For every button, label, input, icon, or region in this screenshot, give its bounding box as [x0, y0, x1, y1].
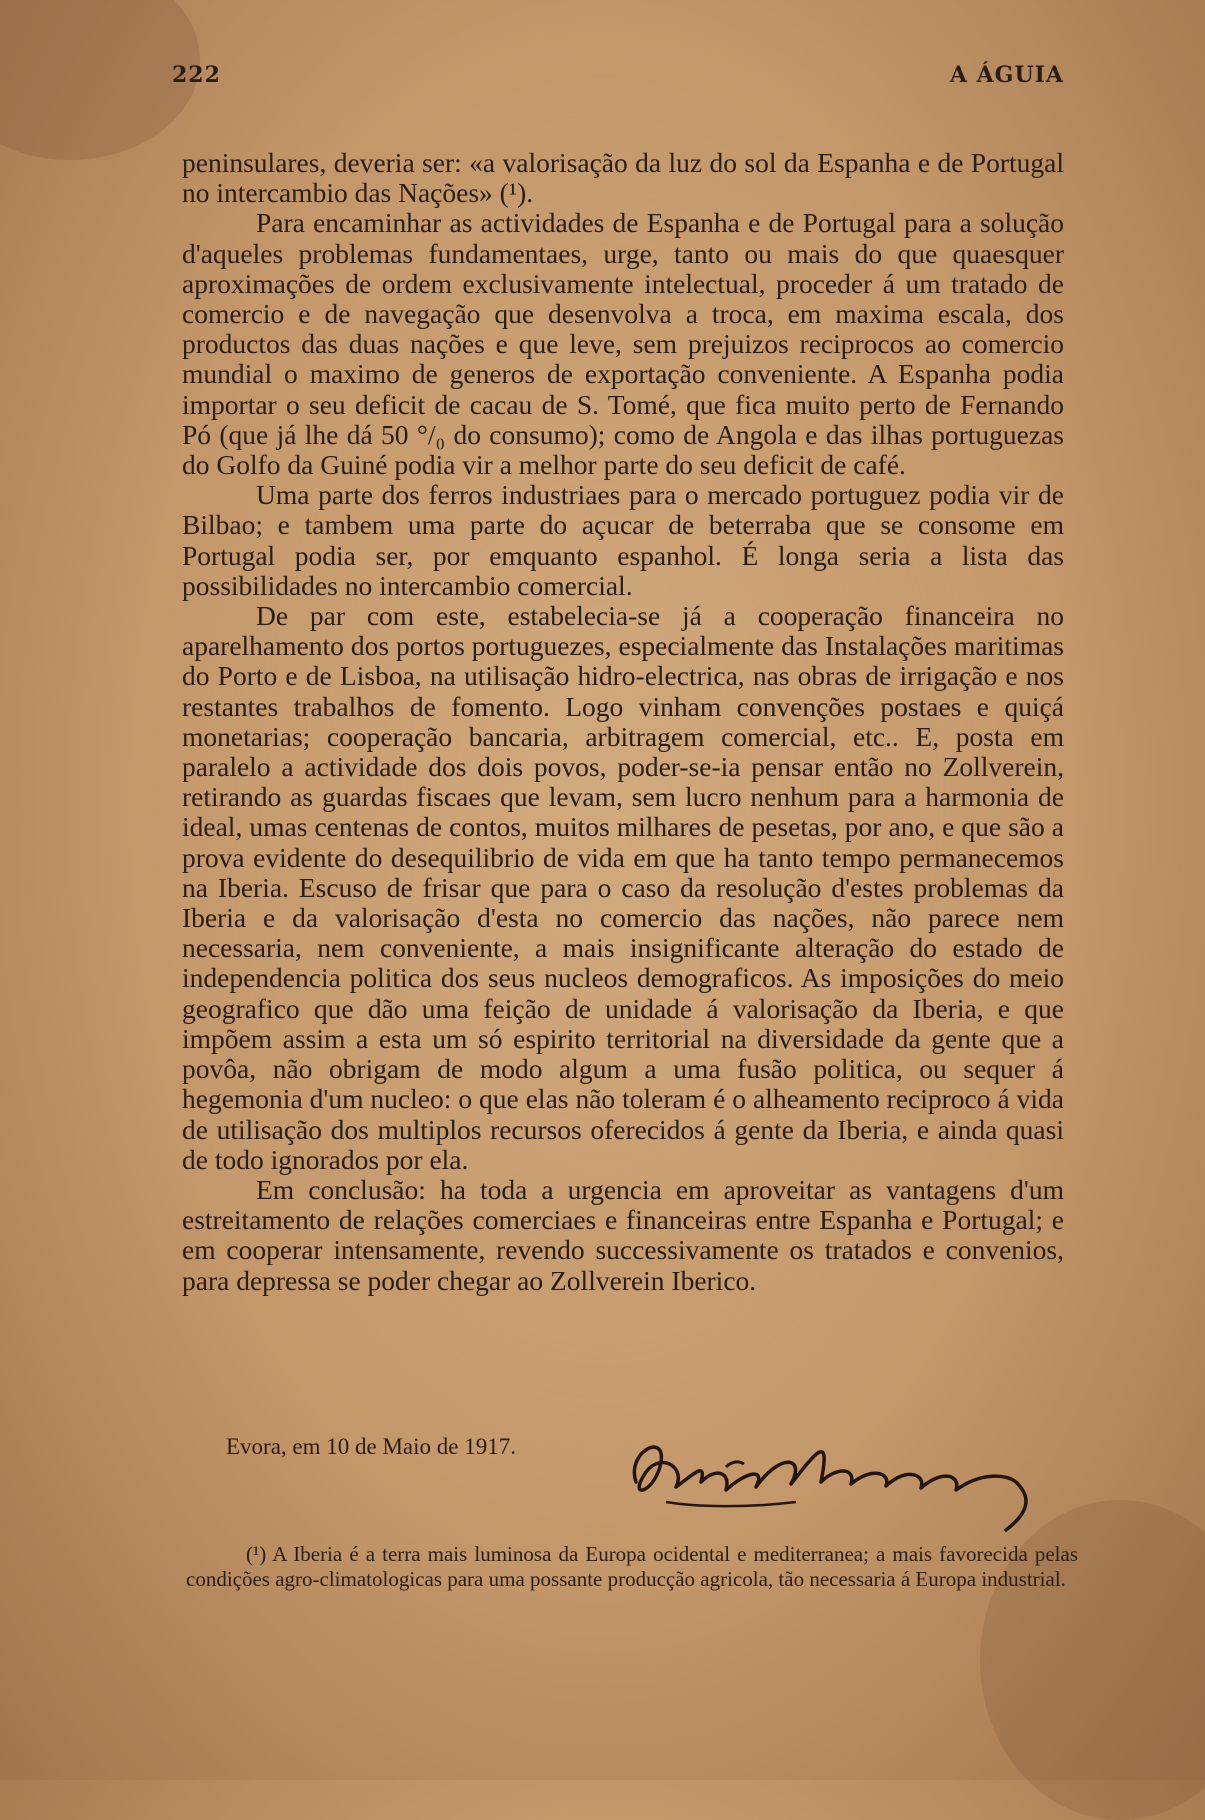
page-header — [172, 62, 1064, 96]
article-body — [182, 148, 1064, 1296]
paragraph: Uma parte dos ferros industriaes para o mercado portuguez podia vir de Bilbao; e tambem uma parte do açucar de beterraba que se consome em Portugal podia ser, por emquanto espanhol. É longa seria a lista das possibilidades no intercambio comercial. — [182, 479, 1064, 601]
footnote — [186, 1542, 1078, 1591]
place-date: Evora, em 10 de Maio de 1917. — [226, 1434, 516, 1459]
footnote-text: (¹) A Iberia é a terra mais luminosa da Europa ocidental e mediterranea; a mais favorecida pelas condições agro-climatologicas para uma possante producção agricola, tão necessaria á Europa industrial. — [186, 1542, 1078, 1591]
signoff — [226, 1432, 1086, 1542]
paragraph: peninsulares, deveria ser: «a valorisação da luz do sol da Espanha e de Portugal no intercambio das Nações» (¹). — [182, 147, 1064, 209]
paragraph: Em conclusão: ha toda a urgencia em aproveitar as vantagens d'um estreitamento de relações comerciaes e financeiras entre Espanha e Portugal; e em cooperar intensamente, revendo successivamente os tratados e convenios, para depressa se poder chegar ao Zollverein Iberico. — [182, 1173, 1064, 1296]
page-number: 222 — [172, 62, 221, 88]
running-head: A ÁGUIA — [949, 62, 1064, 88]
handwritten-signature — [606, 1412, 1076, 1542]
paragraph: Para encaminhar as actividades de Espanha e de Portugal para a solução d'aqueles problemas fundamentaes, urge, tanto ou mais do que quaesquer aproximações de ordem exclusivamente intelectual, proceder á um tratado de comercio e de navegação que desenvolva a troca, em maxima escala, dos productos das duas nações e que leve, sem prejuizos reciprocos ao comercio mundial o maximo de generos de exportação conveniente. A Espanha podia importar o seu deficit de cacau de S. Tomé, que fica muito perto de Fernando Pó (que já lhe dá 50 °/₀ do consumo); como de Angola e das ilhas portuguezas do Golfo da Guiné podia vir a melhor parte do seu deficit de café. — [182, 207, 1064, 481]
paragraph: De par com este, estabelecia-se já a cooperação financeira no aparelhamento dos portos portuguezes, especialmente das Instalações maritimas do Porto e de Lisboa, na utilisação hidro-electrica, nas obras de irrigação e nos restantes trabalhos de fomento. Logo vinham convenções postaes e quiçá monetarias; cooperação bancaria, arbitragem comercial, etc.. E, posta em paralelo a actividade dos dois povos, poder-se-ia pensar então no Zollverein, retirando as guardas fiscaes que levam, sem lucro nenhum para a harmonia de ideal, umas centenas de contos, muitos milhares de pesetas, por ano, e que são a prova evidente do desequilibrio de vida em que ha tanto tempo permanecemos na Iberia. Escuso de frisar que para o caso da resolução d'estes problemas da Iberia e da valorisação d'esta no comercio das nações, não parece nem necessaria, nem conveniente, a mais insignificante alteração do estado de independencia politica dos seus nucleos demograficos. As imposições do meio geografico que dão uma feição de unidade á valorisação da Iberia, e que impõem assim a esta um só espirito territorial na diversidade da gente que a povôa, não obrigam de modo algum a uma fusão politica, ou sequer á hegemonia d'um nucleo: o que elas não toleram é o alheamento reciproco á vida de utilisação dos multiplos recursos oferecidos á gente da Iberia, e ainda quasi de todo ignorados por ela. — [182, 600, 1064, 1175]
paper-stain — [0, 0, 200, 160]
